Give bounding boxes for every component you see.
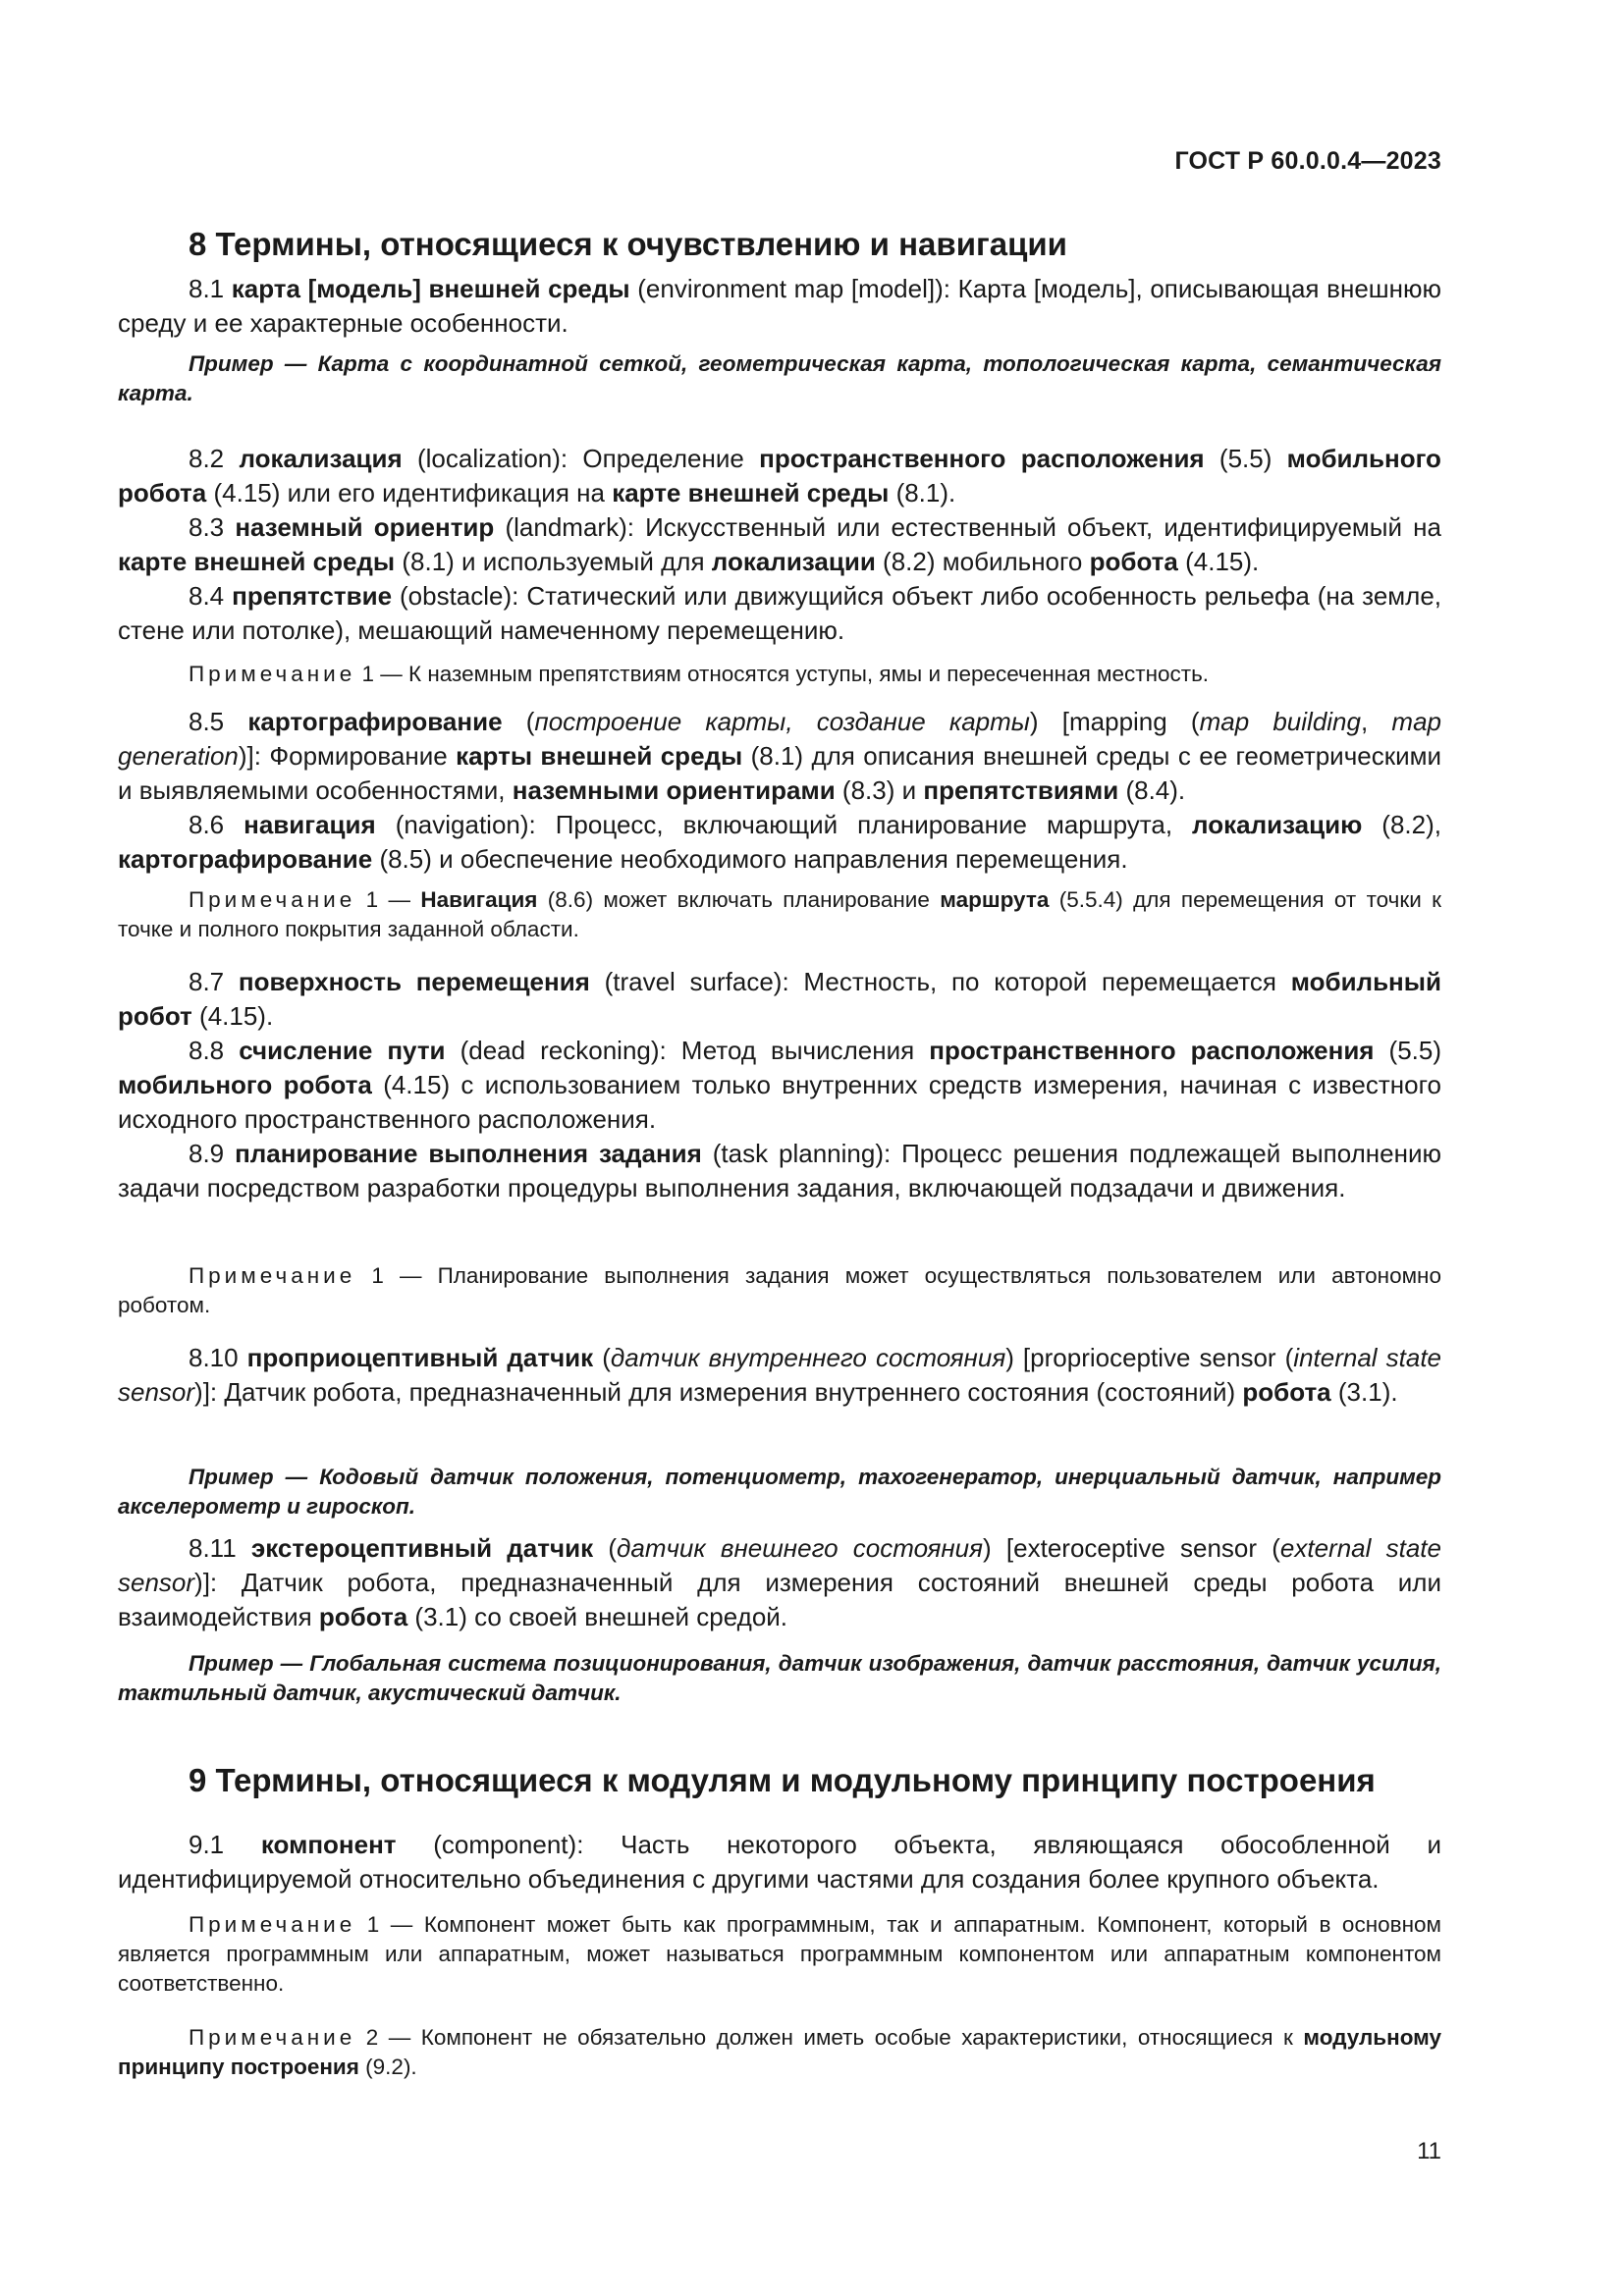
note-text: Примечание 1 — Навигация (8.6) может включать планирование маршрута (5.5.4) для перемещения от точки к точке и полного покрытия заданной области. — [118, 887, 1441, 941]
term-8-3-definition: 8.3 наземный ориентир (landmark): Искусственный или естественный объект, идентифицируемый на карте внешней среды (8.1) и используемый для локализации (8.2) мобильного робота (4.15). — [118, 512, 1441, 576]
note-text: Примечание 1 — Планирование выполнения задания может осуществляться пользователем или автономно роботом. — [118, 1263, 1441, 1317]
note-label: Примечание — [189, 1263, 356, 1288]
note-text: Примечание 1 — Компонент может быть как программным, так и аппаратным. Компонент, который в основном является программным или аппаратным, может называться программным компонентом или аппаратным компонентом соответственно. — [118, 1912, 1441, 1996]
term-name: навигация — [244, 810, 376, 839]
term-8-4-definition: 8.4 препятствие (obstacle): Статический или движущийся объект либо особенность рельефа (на земле, стене или потолке), мешающий намеченному перемещению. — [118, 581, 1442, 645]
example-text: Пример — Глобальная система позиционирования, датчик изображения, датчик расстояния, датчик усилия, тактильный датчик, акустический датчик. — [118, 1651, 1441, 1705]
term-8-6-note — [118, 885, 1441, 944]
clause-number: 8.4 — [189, 581, 225, 611]
note-label: Примечание — [189, 1912, 356, 1937]
term-name: карта [модель] внешней среды — [231, 274, 630, 303]
term-name: картографирование — [247, 707, 503, 736]
clause-number: 8.7 — [189, 967, 225, 996]
term-9-1 — [118, 1828, 1441, 1896]
note-text: Примечание 1 — К наземным препятствиям относятся уступы, ямы и пересеченная местность. — [189, 662, 1210, 686]
clause-number: 8.8 — [189, 1036, 225, 1065]
terms-8-5-to-8-6 — [118, 705, 1441, 877]
note-label: Примечание — [189, 887, 356, 912]
clause-number: 8.10 — [189, 1343, 239, 1372]
term-8-8-definition: 8.8 счисление пути (dead reckoning): Метод вычисления пространственного расположения (5.5) мобильного робота (4.15) с использованием только внутренних средств измерения, начиная с известного исходного пространственного расположения. — [118, 1036, 1441, 1134]
clause-number: 8.5 — [189, 707, 225, 736]
term-name: компонент — [260, 1830, 397, 1859]
example-text: Пример — Карта с координатной сеткой, геометрическая карта, топологическая карта, семантическая карта. — [118, 351, 1441, 405]
term-8-10-definition: 8.10 проприоцептивный датчик (датчик внутреннего состояния) [proprioceptive sensor (internal state sensor)]: Датчик робота, предназначенный для измерения внутреннего состояния (состояний) робота (3.1). — [118, 1343, 1441, 1407]
clause-number: 8.11 — [189, 1533, 237, 1563]
example-text: Пример — Кодовый датчик положения, потенциометр, тахогенератор, инерциальный датчик, например акселерометр и гироскоп. — [118, 1465, 1441, 1519]
term-name: экстероцептивный датчик — [250, 1533, 594, 1563]
term-name: препятствие — [232, 581, 393, 611]
page-number: 11 — [1417, 2138, 1441, 2164]
term-8-5-definition: 8.5 картографирование (построение карты, создание карты) [mapping (map building, map generation)]: Формирование карты внешней среды (8.1) для описания внешней среды с ее геометрическими и выявляемыми особенностями, наземными ориентирами (8.3) и препятствиями (8.4). — [118, 707, 1442, 805]
term-8-7-definition: 8.7 поверхность перемещения (travel surface): Местность, по которой перемещается мобильный робот (4.15). — [118, 967, 1441, 1031]
clause-number: 9.1 — [189, 1830, 225, 1859]
clause-number: 8.1 — [189, 274, 225, 303]
term-8-9-definition: 8.9 планирование выполнения задания (task planning): Процесс решения подлежащей выполнению задачи посредством разработки процедуры выполнения задания, включающей подзадачи и движения. — [118, 1139, 1441, 1202]
term-name: проприоцептивный датчик — [246, 1343, 594, 1372]
term-name: счисление пути — [239, 1036, 446, 1065]
note-label: Примечание — [189, 662, 356, 686]
section-8-title: 8 Термины, относящиеся к очувствлению и навигации — [189, 226, 1067, 262]
clause-number: 8.9 — [189, 1139, 225, 1168]
term-8-11-definition: 8.11 экстероцептивный датчик (датчик внешнего состояния) [exteroceptive sensor (external state sensor)]: Датчик робота, предназначенный для измерения состояний внешней среды робота или взаимодействия робота (3.1) со своей внешней средой. — [118, 1533, 1441, 1631]
note-text: Примечание 2 — Компонент не обязательно должен иметь особые характеристики, относящиеся к модульному принципу построения (9.2). — [118, 2025, 1441, 2079]
note-label: Примечание — [189, 2025, 356, 2050]
document-page — [118, 0, 1441, 2296]
term-8-4-note — [118, 660, 1441, 689]
terms-8-2-to-8-4 — [118, 442, 1441, 648]
term-8-9-note — [118, 1261, 1441, 1320]
term-name: планирование выполнения задания — [235, 1139, 702, 1168]
clause-number: 8.2 — [189, 444, 225, 473]
term-8-10-example — [118, 1463, 1441, 1522]
term-8-1-definition: 8.1 карта [модель] внешней среды (environment map [model]): Карта [модель], описывающая внешнюю среду и ее характерные особенности. — [118, 274, 1441, 338]
term-name: наземный ориентир — [235, 512, 495, 542]
term-8-6-definition: 8.6 навигация (navigation): Процесс, включающий планирование маршрута, локализацию (8.2), картографирование (8.5) и обеспечение необходимого направления перемещения. — [118, 810, 1441, 874]
clause-number: 8.6 — [189, 810, 225, 839]
term-9-1-note-1 — [118, 1910, 1441, 1999]
term-8-1-example — [118, 349, 1441, 408]
document-id-header: ГОСТ Р 60.0.0.4—2023 — [1174, 147, 1441, 175]
term-8-11 — [118, 1531, 1441, 1634]
term-8-1 — [118, 272, 1441, 341]
term-9-1-definition: 9.1 компонент (component): Часть некоторого объекта, являющаяся обособленной и идентифицируемой относительно объединения с другими частями для создания более крупного объекта. — [118, 1830, 1441, 1894]
term-8-11-example — [118, 1649, 1441, 1708]
term-9-1-note-2 — [118, 2023, 1441, 2082]
term-name: локализация — [239, 444, 403, 473]
term-name: поверхность перемещения — [238, 967, 590, 996]
section-9-title: 9 Термины, относящиеся к модулям и модульному принципу построения — [189, 1762, 1376, 1798]
term-8-2-definition: 8.2 локализация (localization): Определение пространственного расположения (5.5) мобильного робота (4.15) или его идентификация на карте внешней среды (8.1). — [118, 444, 1441, 507]
clause-number: 8.3 — [189, 512, 225, 542]
term-8-10 — [118, 1341, 1441, 1410]
terms-8-7-to-8-9 — [118, 965, 1441, 1205]
